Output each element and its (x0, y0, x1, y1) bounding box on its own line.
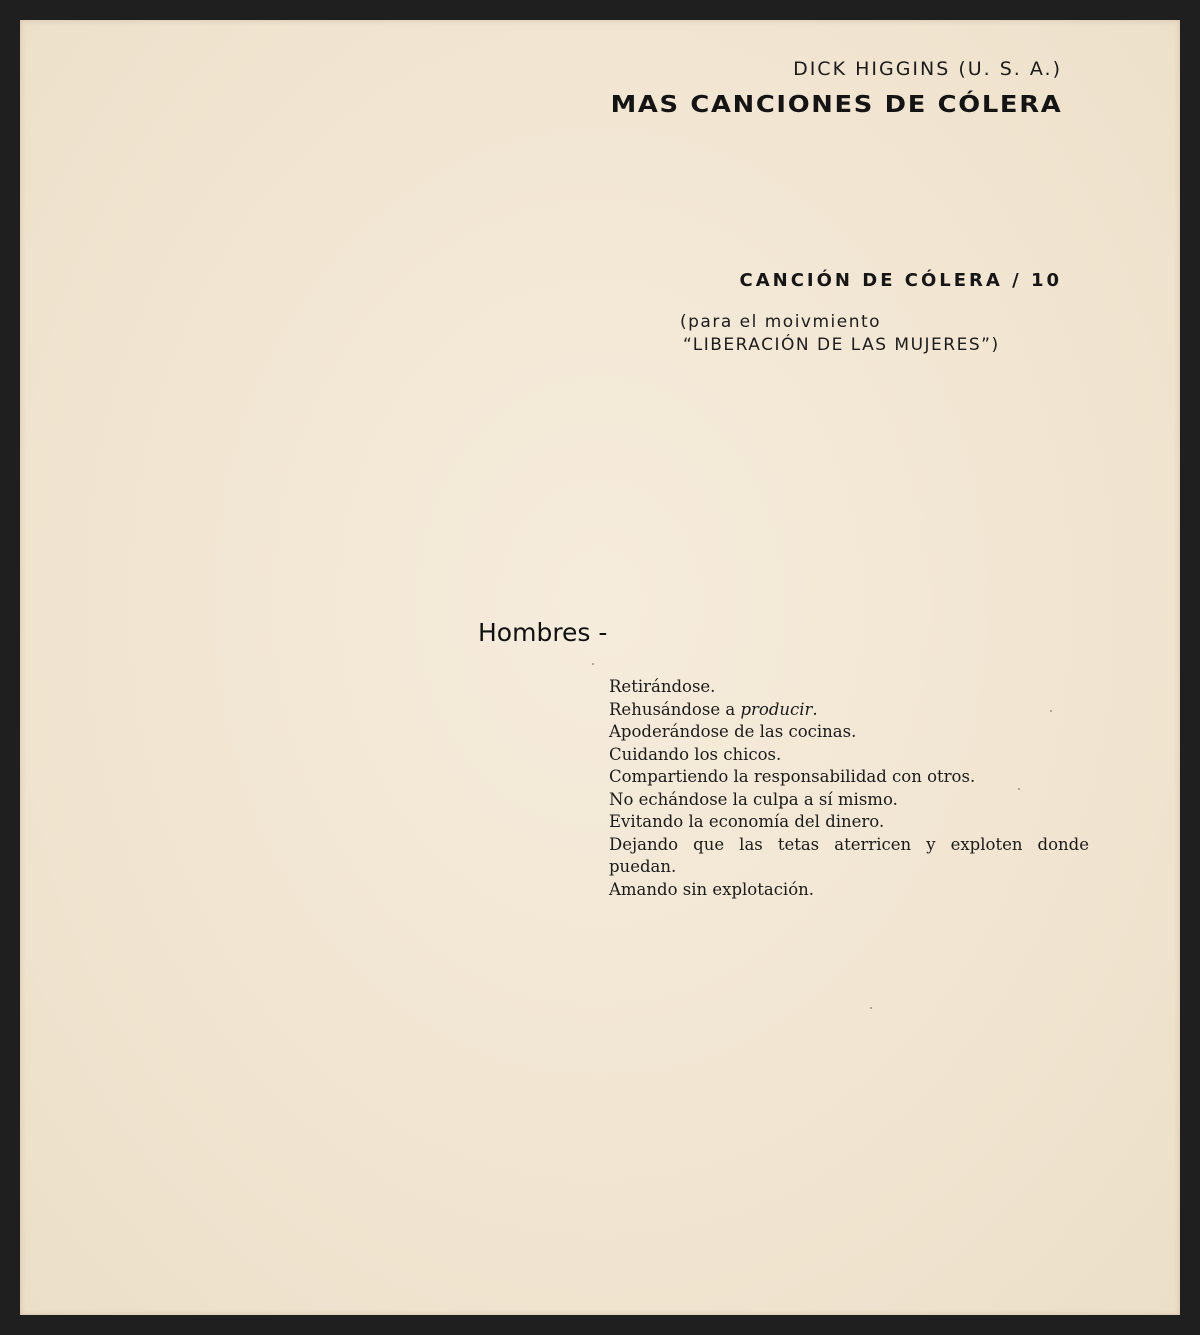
poem-line (609, 699, 1089, 722)
poem-line-start: Rehusándose a (609, 699, 736, 719)
poem-line: No echándose la culpa a sí mismo. (609, 789, 898, 809)
paper-speck (870, 1007, 872, 1009)
dedication-line-1: (para el moivmiento (680, 312, 882, 332)
paper-speck (592, 663, 594, 665)
poem-italic-word: producir (740, 699, 813, 719)
paper-speck (1050, 710, 1052, 712)
poem-line: Cuidando los chicos. (609, 744, 782, 764)
paper-sheet (20, 20, 1180, 1315)
dedication-line-2: “LIBERACIÓN DE LAS MUJERES”) (683, 335, 1000, 355)
poem-line: Apoderándose de las cocinas. (609, 722, 857, 741)
poem-line: Amando sin explotación. (609, 879, 815, 899)
poem-line: Evitando la economía del dinero. (609, 812, 885, 831)
poem-line: Dejando que las tetas aterricen y exploten donde puedan. (609, 834, 1089, 876)
paper-speck (1018, 788, 1020, 790)
poem-lines (609, 676, 1089, 901)
poem-line: Retirándose. (609, 677, 716, 696)
poem-heading: Hombres - (478, 618, 608, 647)
author-line: DICK HIGGINS (U. S. A.) (793, 58, 1062, 80)
poem-line: Compartiendo la responsabilidad con otros. (609, 767, 976, 786)
poem-line-end: . (812, 699, 818, 719)
song-subtitle: CANCIÓN DE CÓLERA / 10 (739, 270, 1062, 291)
dedication (680, 311, 1000, 357)
page-title: MAS CANCIONES DE CÓLERA (610, 92, 1062, 118)
